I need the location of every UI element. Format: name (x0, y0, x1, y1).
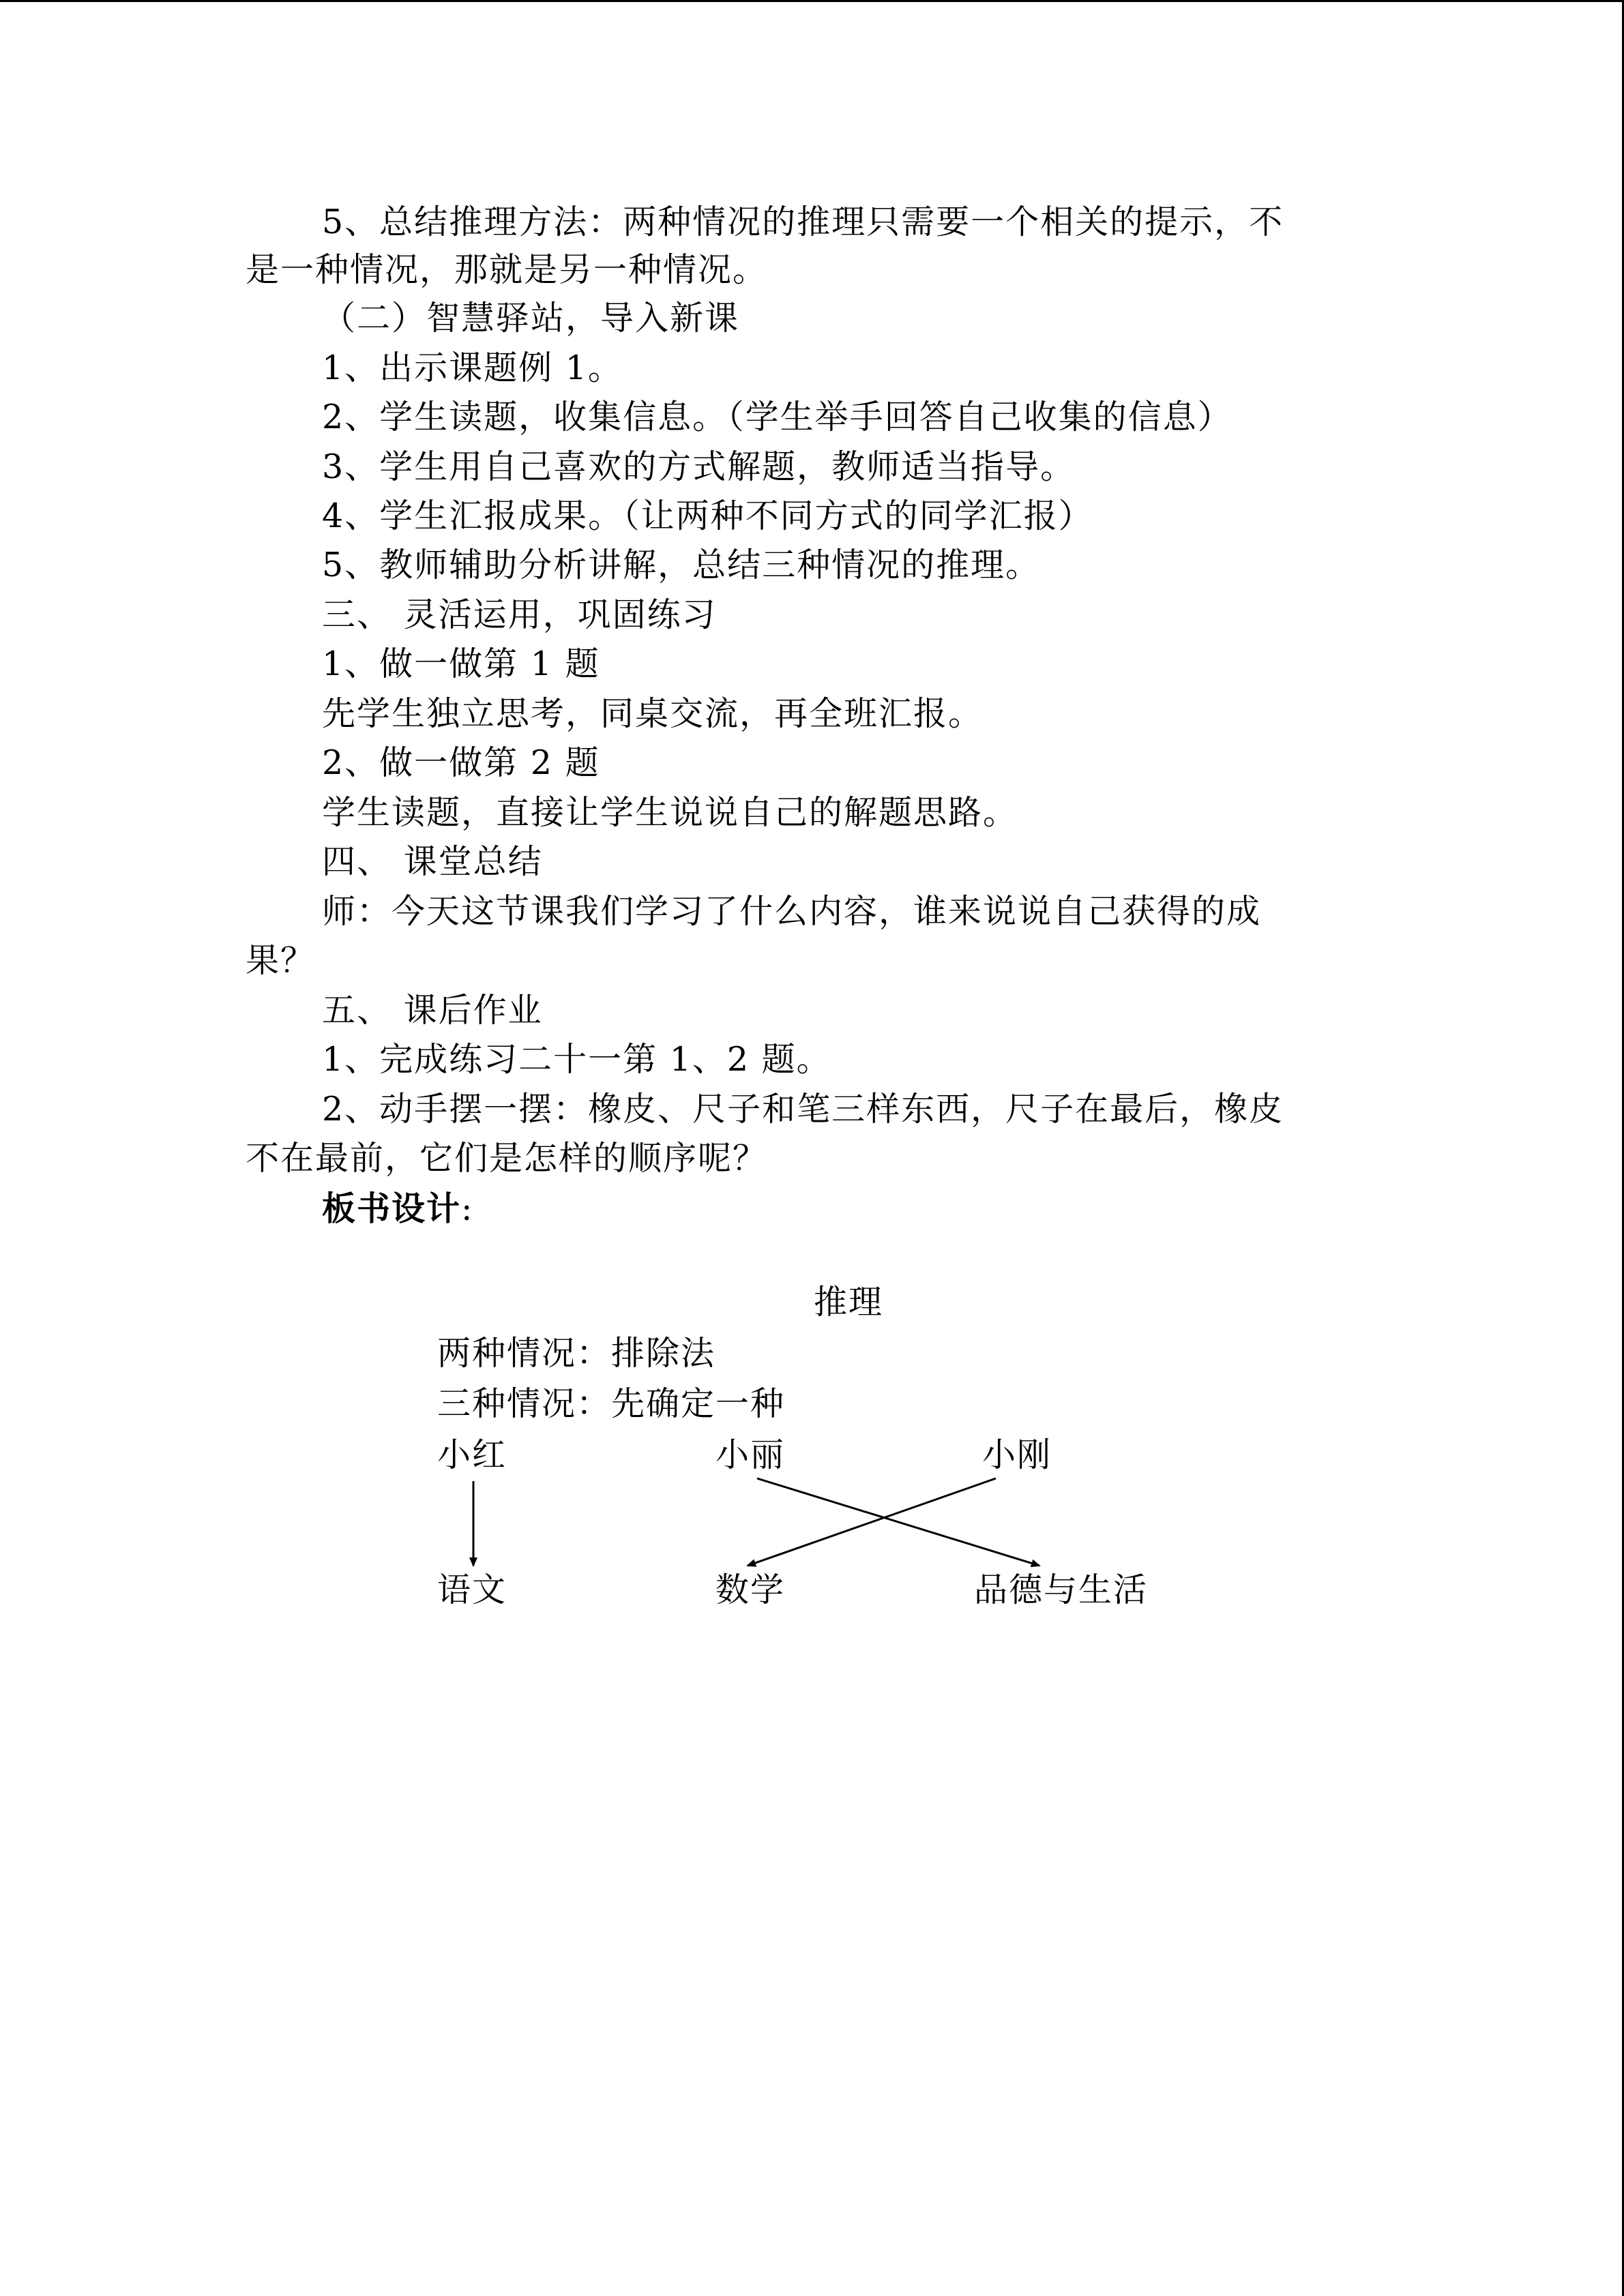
board-heading-colon: : (461, 1189, 474, 1228)
text-line: 果？ (246, 941, 316, 980)
arrow-xiaogang-to-math (748, 1478, 996, 1566)
text-line: 不在最前，它们是怎样的顺序呢？ (246, 1139, 768, 1178)
person-xiaohong: 小红 (437, 1435, 507, 1474)
board-heading-text: 板书设计 (322, 1189, 462, 1228)
arrow-xiaoli-to-morality (757, 1478, 1039, 1566)
section-heading: 四、 课堂总结 (322, 842, 543, 881)
text-line: 师：今天这节课我们学习了什么内容，谁来说说自己获得的成 (322, 892, 1262, 931)
text-line: 2、动手摆一摆：橡皮、尺子和笔三样东西，尺子在最后，橡皮 (322, 1090, 1284, 1129)
person-xiaogang: 小刚 (982, 1435, 1052, 1474)
text-line: 2、学生读题，收集信息。（学生举手回答自己收集的信息） (322, 398, 1232, 436)
text-line: 1、出示课题例 1。 (322, 348, 623, 387)
text-line: 3、学生用自己喜欢的方式解题，教师适当指导。 (322, 447, 1076, 486)
person-xiaoli: 小丽 (715, 1435, 786, 1474)
subject-math: 数学 (715, 1570, 786, 1609)
text-line: 学生读题，直接让学生说说自己的解题思路。 (322, 793, 1018, 832)
two-cases-label: 两种情况：排除法 (437, 1334, 716, 1373)
section-heading: 五、 课后作业 (322, 991, 543, 1030)
text-line: 5、教师辅助分析讲解，总结三种情况的推理。 (322, 546, 1041, 584)
board-title: 推理 (814, 1283, 884, 1322)
text-line: 是一种情况，那就是另一种情况。 (246, 250, 768, 289)
subject-chinese: 语文 (437, 1570, 507, 1609)
text-line: 1、做一做第 1 题 (322, 644, 600, 683)
text-line: 5、总结推理方法：两种情况的推理只需要一个相关的提示，不 (322, 203, 1284, 241)
text-line: 先学生独立思考，同桌交流，再全班汇报。 (322, 694, 984, 733)
subject-morality-and-life: 品德与生活 (974, 1570, 1149, 1609)
three-cases-label: 三种情况：先确定一种 (437, 1384, 786, 1423)
text-line: 4、学生汇报成果。（让两种不同方式的同学汇报） (322, 496, 1093, 535)
text-line: 1、完成练习二十一第 1、2 题。 (322, 1040, 831, 1079)
text-line: 2、做一做第 2 题 (322, 743, 600, 782)
section-heading: 三、 灵活运用，巩固练习 (322, 595, 717, 634)
section-heading: （二）智慧驿站，导入新课 (322, 299, 740, 338)
